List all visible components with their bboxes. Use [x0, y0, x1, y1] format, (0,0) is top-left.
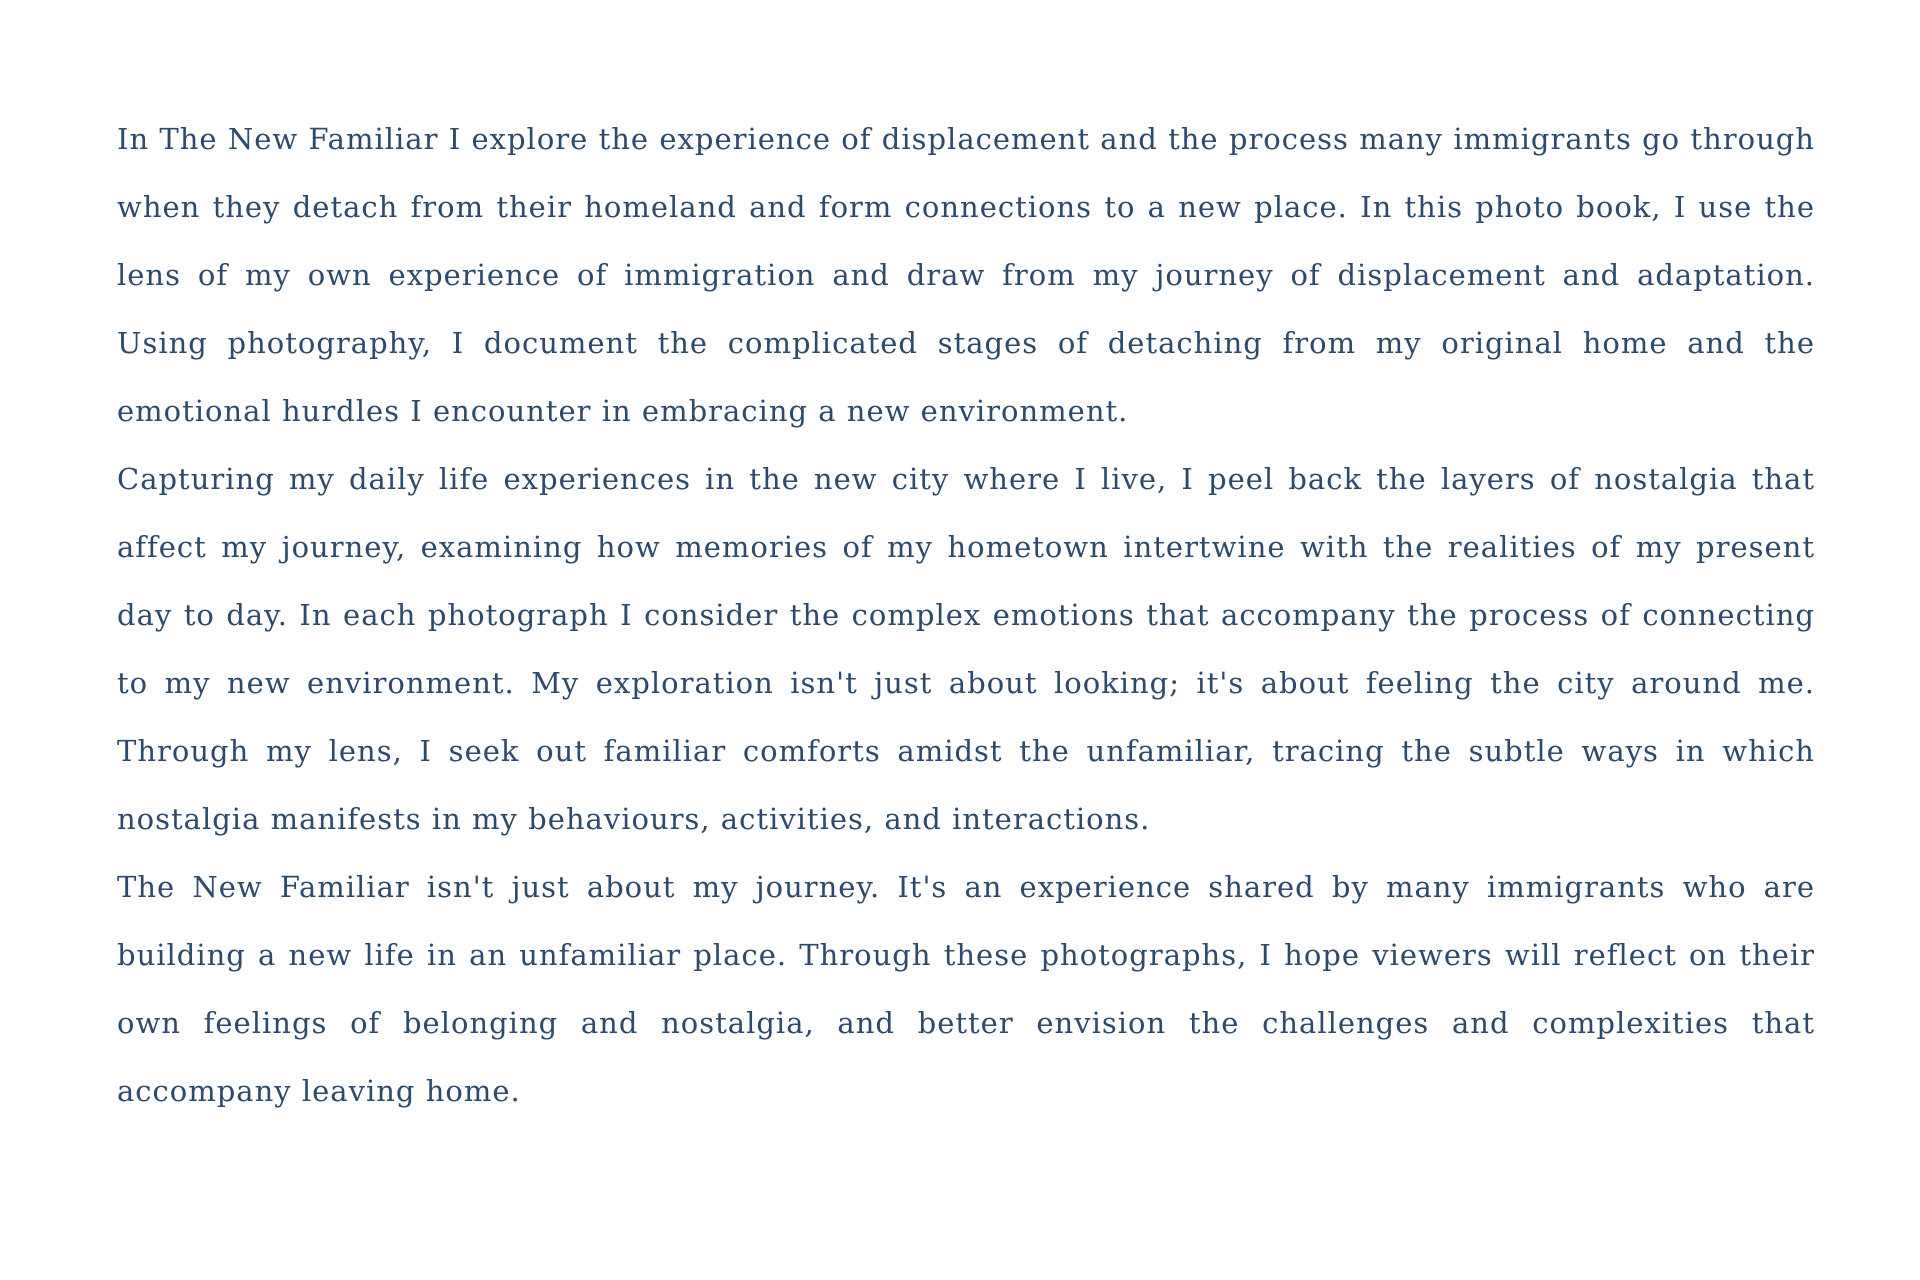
- artist-statement: [117, 105, 1815, 1125]
- statement-paragraph-2: Capturing my daily life experiences in the new city where I live, I peel back the layers of nostalgia that affect my journey, examining how memories of my hometown intertwine with the realities of my present day to day. In each photograph I consider the complex emotions that accompany the process of connecting to my new environment. My exploration isn't just about looking; it's about feeling the city around me. Through my lens, I seek out familiar comforts amidst the unfamiliar, tracing the subtle ways in which nostalgia manifests in my behaviours, activities, and interactions.: [117, 462, 1815, 836]
- statement-paragraph-3: The New Familiar isn't just about my journey. It's an experience shared by many immigrants who are building a new life in an unfamiliar place. Through these photographs, I hope viewers will reflect on their own feelings of belonging and nostalgia, and better envision the challenges and complexities that accompany leaving home.: [117, 870, 1815, 1108]
- statement-paragraph-1: In The New Familiar I explore the experience of displacement and the process many immigrants go through when they detach from their homeland and form connections to a new place. In this photo book, I use the lens of my own experience of immigration and draw from my journey of displacement and adaptation. Using photography, I document the complicated stages of detaching from my original home and the emotional hurdles I encounter in embracing a new environment.: [117, 122, 1815, 428]
